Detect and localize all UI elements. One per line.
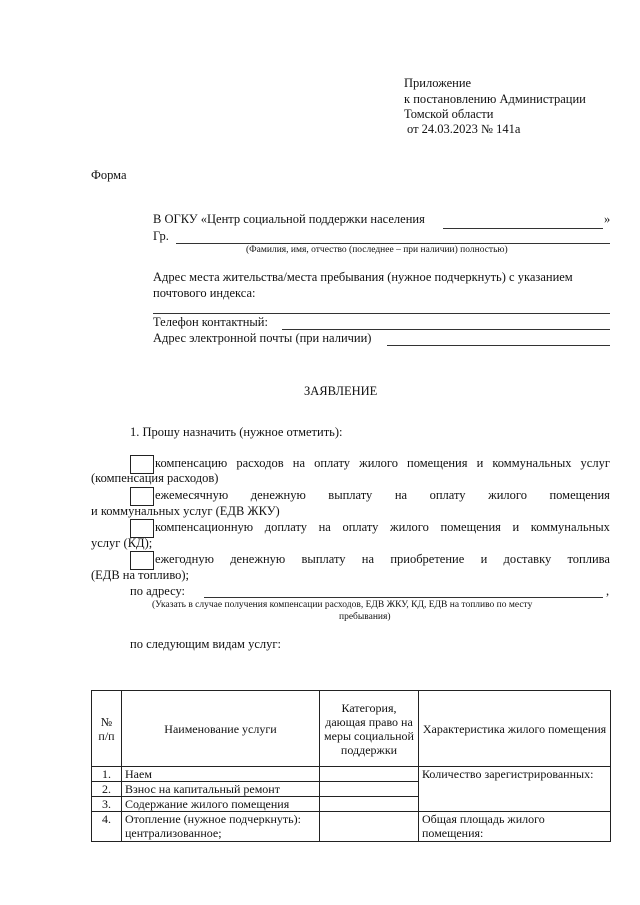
name-hint: (Фамилия, имя, отчество (последнее – при наличии) полностью): [246, 245, 508, 255]
option-kd-continuation: услуг (КД);: [91, 536, 153, 550]
email-line[interactable]: [387, 345, 610, 346]
total-area-label-1: Общая площадь жилого: [422, 812, 545, 826]
row-num: 1.: [92, 767, 122, 782]
row-num: 3.: [92, 797, 122, 812]
table-header-row: [92, 691, 611, 767]
appendix-date: от 24.03.2023 № 141а: [407, 122, 521, 136]
at-address-line[interactable]: [204, 597, 603, 598]
option-fuel-continuation: (ЕДВ на топливо);: [91, 568, 190, 582]
appendix-region: Томской области: [404, 107, 494, 121]
at-address-hint-2: пребывания): [339, 612, 391, 622]
header-num: № п/п: [92, 691, 122, 767]
appendix-title: Приложение: [404, 76, 472, 90]
row-category-cell[interactable]: [320, 767, 419, 782]
table-row: [92, 812, 611, 842]
header-name: Наименование услуги: [122, 691, 320, 767]
registered-count-cell[interactable]: Количество зарегистрированных:: [419, 767, 611, 812]
row-service-name: [122, 812, 320, 842]
table-row: [92, 767, 611, 782]
phone-label: Телефон контактный:: [153, 315, 268, 329]
total-area-label-2: помещения:: [422, 826, 484, 840]
email-label: Адрес электронной почты (при наличии): [153, 331, 372, 345]
services-intro: по следующим видам услуг:: [130, 637, 281, 651]
row-service-name: Содержание жилого помещения: [122, 797, 320, 812]
option-compensation-text: компенсацию расходов на оплату жилого помещения и коммунальных услуг: [155, 456, 610, 470]
option-kd-text: компенсационную доплату на оплату жилого помещения и коммунальных: [155, 520, 610, 534]
citizen-label: Гр.: [153, 229, 169, 243]
total-area-cell[interactable]: [419, 812, 611, 842]
option-compensation-continuation: (компенсация расходов): [91, 471, 219, 485]
at-address-label: по адресу:: [130, 584, 186, 598]
request-intro: 1. Прошу назначить (нужное отметить):: [130, 425, 343, 439]
address-line[interactable]: [153, 313, 610, 314]
header-characteristic: Характеристика жилого помещения: [419, 691, 611, 767]
phone-line[interactable]: [282, 329, 610, 330]
at-address-comma: ,: [606, 584, 610, 598]
option-fuel-text: ежегодную денежную выплату на приобретение и доставку топлива: [155, 552, 610, 566]
at-address-hint-1: (Указать в случае получения компенсации расходов, ЕДВ ЖКУ, КД, ЕДВ на топливо по месту: [152, 600, 533, 610]
heating-label: Отопление (нужное подчеркнуть):: [125, 812, 301, 826]
row-service-name: Взнос на капитальный ремонт: [122, 782, 320, 797]
document-title: ЗАЯВЛЕНИЕ: [304, 384, 378, 398]
row-category-cell[interactable]: [320, 797, 419, 812]
address-label-line2: почтового индекса:: [153, 286, 256, 300]
addressee-to: В ОГКУ «Центр социальной поддержки населения: [153, 212, 425, 226]
row-num: 2.: [92, 782, 122, 797]
row-category-cell[interactable]: [320, 782, 419, 797]
option-edv-zhku-text: ежемесячную денежную выплату на оплату жилого помещения: [155, 488, 610, 502]
row-num: 4.: [92, 812, 122, 842]
services-table: [91, 690, 611, 842]
appendix-decree: к постановлению Администрации: [404, 92, 586, 106]
header-category: Категория, дающая право на меры социальной поддержки: [320, 691, 419, 767]
heating-option-central[interactable]: централизованное;: [125, 826, 222, 840]
row-service-name: Наем: [122, 767, 320, 782]
form-label: Форма: [91, 168, 127, 182]
closing-quote: »: [604, 212, 611, 226]
center-name-line[interactable]: [443, 228, 603, 229]
row-category-cell[interactable]: [320, 812, 419, 842]
citizen-name-line[interactable]: [176, 243, 610, 244]
option-edv-zhku-continuation: и коммунальных услуг (ЕДВ ЖКУ): [91, 504, 280, 518]
address-label-line1: Адрес места жительства/места пребывания (нужное подчеркнуть) с указанием: [153, 270, 573, 284]
